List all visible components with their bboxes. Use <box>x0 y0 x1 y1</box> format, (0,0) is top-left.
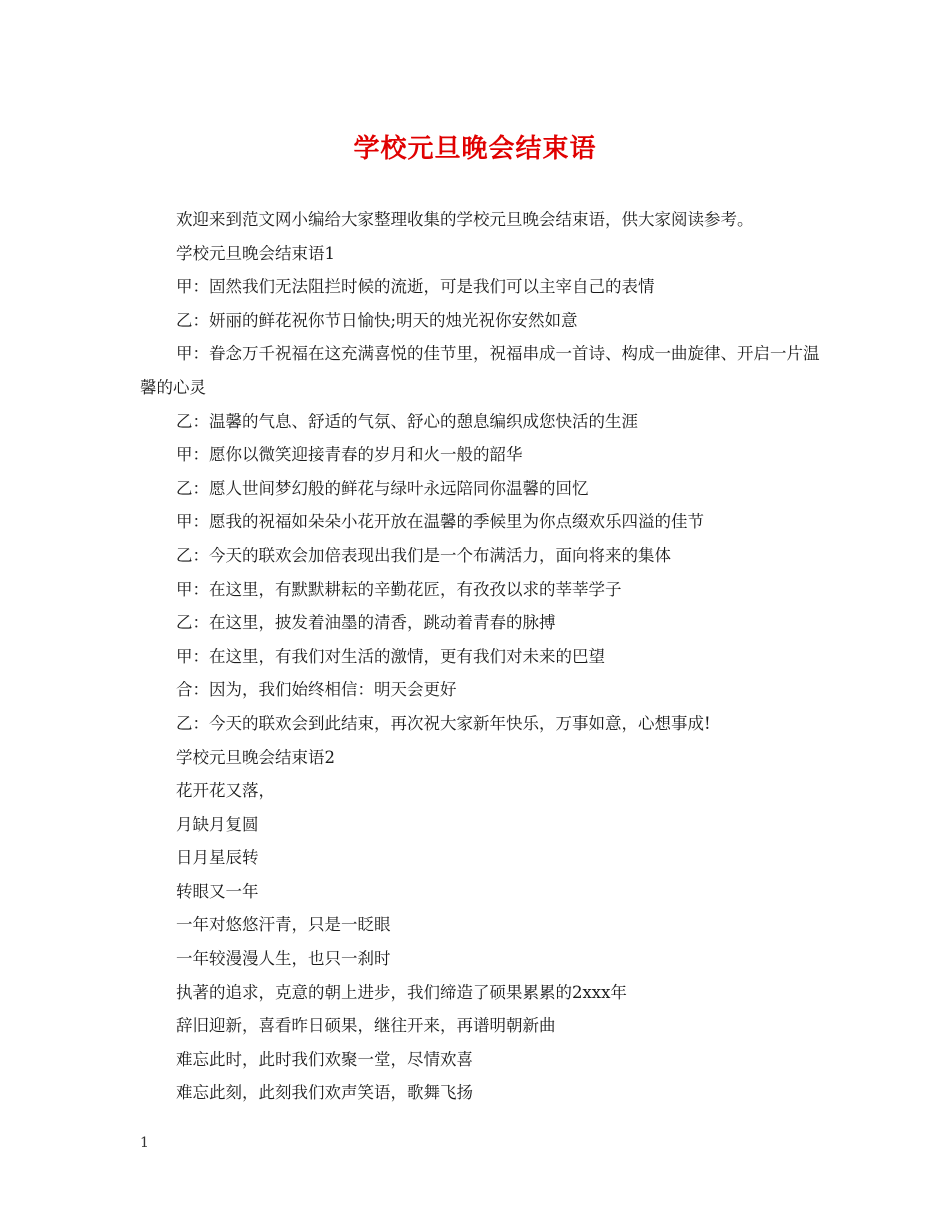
paragraph: 乙：愿人世间梦幻般的鲜花与绿叶永远陪同你温馨的回忆 <box>176 478 589 498</box>
document-title: 学校元旦晚会结束语 <box>353 134 597 164</box>
paragraph: 乙：在这里，披发着油墨的清香，跳动着青春的脉搏 <box>176 613 556 633</box>
poem-line: 辞旧迎新，喜看昨日硕果，继往开来，再谱明朝新曲 <box>176 1016 556 1036</box>
section-heading-1: 学校元旦晚会结束语1 <box>176 243 335 263</box>
paragraph: 甲：愿你以微笑迎接青春的岁月和火一般的韶华 <box>176 445 523 465</box>
poem-line: 难忘此刻，此刻我们欢声笑语，歌舞飞扬 <box>176 1083 473 1103</box>
paragraph: 甲：愿我的祝福如朵朵小花开放在温馨的季候里为你点缀欢乐四溢的佳节 <box>176 512 704 532</box>
page-number: 1 <box>140 1135 149 1151</box>
paragraph: 甲：固然我们无法阻拦时候的流逝，可是我们可以主宰自己的表情 <box>176 277 655 297</box>
section-heading-2: 学校元旦晚会结束语2 <box>176 747 335 767</box>
paragraph: 乙：今天的联欢会到此结束，再次祝大家新年快乐，万事如意，心想事成! <box>176 713 711 733</box>
paragraph: 合：因为，我们始终相信：明天会更好 <box>176 680 457 700</box>
document-body <box>140 203 820 1110</box>
poem-line: 执著的追求，克意的朝上进步，我们缔造了硕果累累的2xxx年 <box>176 982 627 1002</box>
paragraph: 乙：今天的联欢会加倍表现出我们是一个布满活力，面向将来的集体 <box>176 545 671 565</box>
paragraph: 甲：在这里，有默默耕耘的辛勤花匠，有孜孜以求的莘莘学子 <box>176 579 622 599</box>
poem-line: 转眼又一年 <box>176 881 259 901</box>
paragraph: 乙：温馨的气息、舒适的气氛、舒心的憩息编织成您快活的生涯 <box>176 411 638 431</box>
poem-line: 一年对悠悠汗青，只是一眨眼 <box>176 915 391 935</box>
poem-line: 难忘此时，此时我们欢聚一堂，尽情欢喜 <box>176 1049 473 1069</box>
paragraph-intro: 欢迎来到范文网小编给大家整理收集的学校元旦晚会结束语，供大家阅读参考。 <box>176 210 754 229</box>
poem-line: 月缺月复圆 <box>176 814 259 834</box>
paragraph: 甲：在这里，有我们对生活的激情，更有我们对未来的巴望 <box>176 646 605 666</box>
paragraph: 甲：眷念万千祝福在这充满喜悦的佳节里，祝福串成一首诗、构成一曲旋律、开启一片温馨的心灵 <box>140 344 820 397</box>
poem-line: 日月星辰转 <box>176 848 259 868</box>
paragraph: 乙：妍丽的鲜花祝你节日愉快;明天的烛光祝你安然如意 <box>176 310 578 330</box>
poem-line: 花开花又落， <box>176 781 275 801</box>
poem-line: 一年较漫漫人生，也只一刹时 <box>176 949 391 969</box>
